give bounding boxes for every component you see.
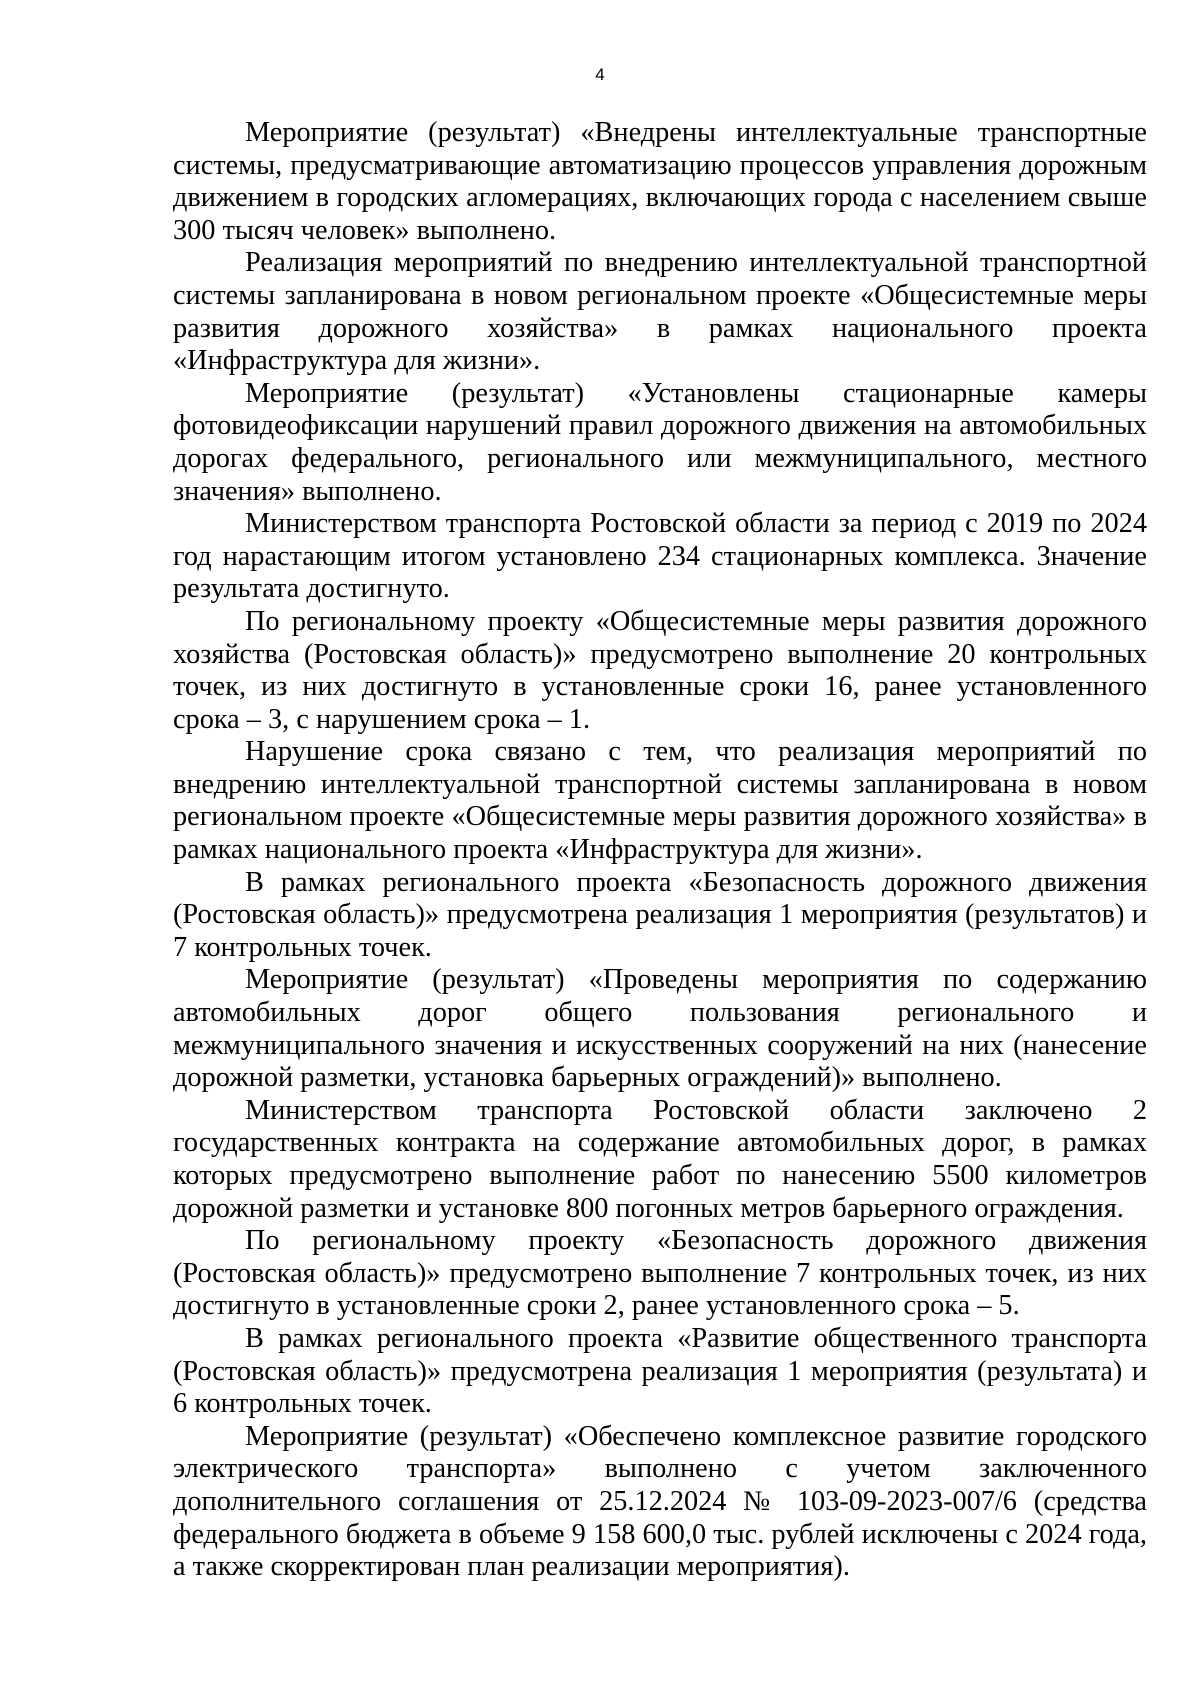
paragraph: Мероприятие (результат) «Установлены стационарные камеры фотовидеофиксации нарушений правил дорожного движения на автомобильных дорогах федерального, регионального или межмуниципального, местного значения» выполнено.	[173, 377, 1147, 507]
document-body	[173, 117, 1147, 1584]
paragraph: Нарушение срока связано с тем, что реализация мероприятий по внедрению интеллектуальной транспортной системы запланирована в новом региональном проекте «Общесистемные меры развития дорожного хозяйства» в рамках национального проекта «Инфраструктура для жизни».	[173, 736, 1147, 866]
page-number: 4	[595, 65, 605, 84]
paragraph: Мероприятие (результат) «Внедрены интеллектуальные транспортные системы, предусматривающие автоматизацию процессов управления дорожным движением в городских агломерациях, включающих города с населением свыше 300 тысяч человек» выполнено.	[173, 117, 1147, 246]
paragraph: Мероприятие (результат) «Проведены мероприятия по содержанию автомобильных дорог общего пользования регионального и межмуниципального значения и искусственных сооружений на них (нанесение дорожной разметки, установка барьерных ограждений)» выполнено.	[173, 964, 1147, 1094]
paragraph: По региональному проекту «Безопасность дорожного движения (Ростовская область)» предусмотрено выполнение 7 контрольных точек, из них достигнуто в установленные сроки 2, ранее установленного срока – 5.	[173, 1225, 1147, 1322]
paragraph: В рамках регионального проекта «Развитие общественного транспорта (Ростовская область)» предусмотрена реализация 1 мероприятия (результата) и 6 контрольных точек.	[173, 1322, 1147, 1420]
paragraph: По региональному проекту «Общесистемные меры развития дорожного хозяйства (Ростовская область)» предусмотрено выполнение 20 контрольных точек, из них достигнуто в установленные сроки 16, ранее установленного срока – 3, с нарушением срока – 1.	[173, 605, 1147, 735]
paragraph: Министерством транспорта Ростовской области за период с 2019 по 2024 год нарастающим итогом установлено 234 стационарных комплекса. Значение результата достигнуто.	[173, 508, 1147, 605]
paragraph: Министерством транспорта Ростовской области заключено 2 государственных контракта на содержание автомобильных дорог, в рамках которых предусмотрено выполнение работ по нанесению 5500 километров дорожной разметки и установке 800 погонных метров барьерного ограждения.	[173, 1094, 1147, 1224]
paragraph: Реализация мероприятий по внедрению интеллектуальной транспортной системы запланирована в новом региональном проекте «Общесистемные меры развития дорожного хозяйства» в рамках национального проекта «Инфраструктура для жизни».	[173, 247, 1147, 377]
paragraph: В рамках регионального проекта «Безопасность дорожного движения (Ростовская область)» предусмотрена реализация 1 мероприятия (результатов) и 7 контрольных точек.	[173, 866, 1147, 963]
paragraph: Мероприятие (результат) «Обеспечено комплексное развитие городского электрического транспорта» выполнено с учетом заключенного дополнительного соглашения от 25.12.2024 № 103-09-2023-007/6 (средства федерального бюджета в объеме 9 158 600,0 тыс. рублей исключены с 2024 года, а также скорректирован план реализации мероприятия).	[173, 1420, 1147, 1583]
